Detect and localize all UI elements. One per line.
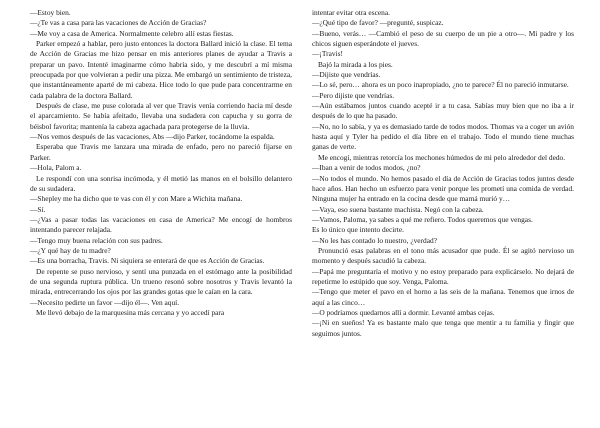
paragraph: Le respondí con una sonrisa incómoda, y él metió las manos en el bolsillo delantero de su sudadera. [30,173,292,193]
paragraph: Bajó la mirada a los pies. [318,59,393,69]
paragraph: —Es una borracha, Travis. Ni siquiera se enterará de que es Acción de Gracias. [30,256,265,266]
paragraph: —Aún estábamos juntos cuando acepté ir a tu casa. Sabías muy bien que no iba a ir después de lo que ha pasado. [312,101,574,121]
paragraph: —No les has contado lo nuestro, ¿verdad? [312,235,437,245]
paragraph: —Tengo que meter el pavo en el horno a las seis de la mañana. Tenemos que irnos de aquí a las cinco… [312,287,574,307]
paragraph: —Shepley me ha dicho que te vas con él y con Mare a Wichita mañana. [30,194,243,204]
paragraph: Me encogí, mientras retorcía los mechones húmedos de mi pelo alrededor del dedo. [318,152,566,162]
paragraph: Pronunció esas palabras en el tono más acusador que pude. Él se agitó nervioso un momento y después sacudió la cabeza. [312,245,574,266]
paragraph: —Tengo muy buena relación con sus padres. [30,235,163,245]
paragraph: —Vamos, Paloma, ya sabes a qué me refiero. Todos queremos que vengas. [312,214,533,224]
paragraph: Me llevó debajo de la marquesina más cercana y yo accedí para [36,307,225,317]
paragraph: —¡Ni en sueños! Ya es bastante malo que tenga que mentir a tu familia y fingir que seguimos juntos. [312,318,574,338]
paragraph: —Hola, Palom a. [30,163,82,173]
paragraph: —Vaya, eso suena bastante machista. Negó con la cabeza. [312,204,484,214]
paragraph: Después de clase, me puse colorada al ver que Travis venía corriendo hacia mí desde el aparcamiento. Se había afeitado, llevaba una sudadera con capucha y su gorra de béisbol favorita; mantenía la cabeza agachada para protegerse de la lluvia. [30,101,292,131]
paragraph: intentar evitar otra escena. [312,8,390,17]
paragraph: —Estoy bien. [30,8,71,17]
right-page [312,8,574,339]
paragraph: —¡Travis! [312,49,343,59]
paragraph: —Nos vemos después de las vacaciones, Abs —dijo Parker, tocándome la espalda. [30,132,275,142]
paragraph: —No, no lo sabía, y ya es demasiado tarde de todos modos. Thomas va a coger un avión hasta aquí y Tyler ha pedido el día libre en el trabajo. Todo el mundo tiene muchas ganas de verte. [312,121,574,152]
paragraph: —O podríamos quedarnos allí a dormir. Levanté ambas cejas. [312,307,495,317]
paragraph: Es lo único que intento decirte. [312,225,404,235]
paragraph: —No todos el mundo. No hemos pasado el día de Acción de Gracias todos juntos desde hace años. Han hecho un esfuerzo para venir porque les prometí una comida de verdad. Ninguna mujer ha entrado en la cocina desde que mamá murió y… [312,173,574,204]
paragraph: —Bueno, verás… —Cambió el peso de su cuerpo de un pie a otro—. Mi padre y los chicos siguen esperándote el jueves. [312,28,574,49]
paragraph: —¿Te vas a casa para las vacaciones de Acción de Gracias? [30,18,207,28]
paragraph: —Me voy a casa de America. Normalmente celebro allí estas fiestas. [30,28,234,38]
left-page [30,8,292,318]
paragraph: De repente se puso nervioso, y sentí una punzada en el estómago ante la posibilidad de una segunda ruptura pública. Un trueno resonó sobre nosotros y Travis levantó la mirada, entrecerrando los ojos por las grandes gotas que le caían en la cara. [30,266,292,297]
paragraph: —¿Y qué hay de tu madre? [30,245,111,255]
paragraph: —Pero dijiste que vendrías. [312,90,395,100]
paragraph: —¿Qué tipo de favor? —pregunté, suspicaz. [312,18,444,28]
paragraph: —Papá me preguntaría el motivo y no estoy preparado para explicárselo. No dejará de repetirme lo estúpido que soy. Venga, Paloma. [312,266,574,286]
paragraph: —Necesito pedirte un favor —dijo él—. Ven aquí. [30,297,180,307]
paragraph: —Lo sé, pero… ahora es un poco inapropiado, ¿no te parece? Él no pareció inmutarse. [312,80,569,90]
paragraph: —¿Vas a pasar todas las vacaciones en casa de America? Me encogí de hombros intentando parecer relajada. [30,214,292,235]
paragraph: —Iban a venir de todos modos, ¿no? [312,163,421,173]
paragraph: —Dijiste que vendrías. [312,70,381,80]
paragraph: Parker empezó a hablar, pero justo entonces la doctora Ballard inició la clase. El tema de Acción de Gracias me hizo pensar en mis anteriores planes de ayudar a Travis a preparar un pavo. Intenté imaginarme cómo habría sido, y me descubrí a mí misma preocupada por que volvieran a pedir una pizza. Me embargó un sentimiento de tristeza, que instantáneamente aparté de mi cabeza. Hice todo lo que pude para concentrarme en cada palabra de la doctora Ballard. [30,39,292,100]
paragraph: —Sí. [30,204,46,214]
paragraph: Esperaba que Travis me lanzara una mirada de enfado, pero no pareció fijarse en Parker. [30,142,292,162]
